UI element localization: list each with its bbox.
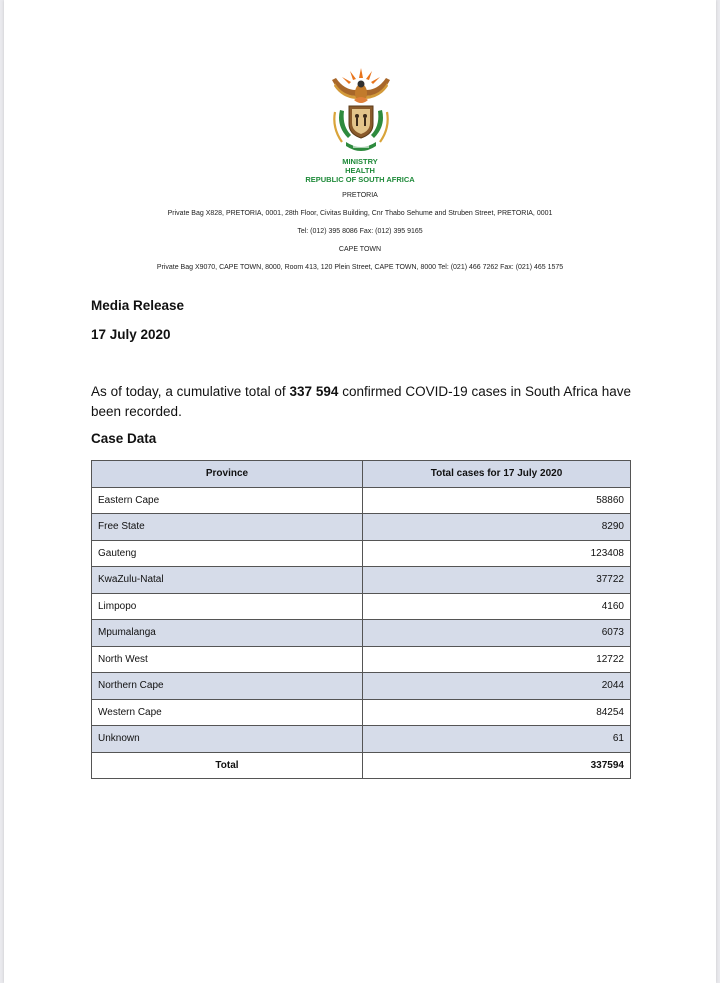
release-date: 17 July 2020 bbox=[91, 327, 171, 342]
province-column-header: Province bbox=[92, 461, 363, 488]
cases-cell: 4160 bbox=[363, 593, 631, 620]
ministry-heading bbox=[4, 157, 716, 184]
document-page bbox=[4, 0, 716, 983]
media-release-heading: Media Release bbox=[91, 298, 185, 313]
table-row bbox=[92, 620, 631, 647]
province-cell: North West bbox=[92, 646, 363, 673]
province-cell: Limpopo bbox=[92, 593, 363, 620]
table-header-row bbox=[92, 461, 631, 488]
cases-cell: 61 bbox=[363, 726, 631, 753]
cases-cell: 8290 bbox=[363, 514, 631, 541]
province-cell: KwaZulu-Natal bbox=[92, 567, 363, 594]
summary-paragraph bbox=[91, 382, 631, 421]
table-row bbox=[92, 646, 631, 673]
province-cell: Northern Cape bbox=[92, 673, 363, 700]
province-cell: Gauteng bbox=[92, 540, 363, 567]
table-row bbox=[92, 699, 631, 726]
summary-text-start: As of today, a cumulative total of bbox=[91, 384, 290, 399]
cases-cell: 58860 bbox=[363, 487, 631, 514]
coat-of-arms-icon bbox=[326, 66, 396, 158]
case-data-table bbox=[91, 460, 631, 779]
cases-cell: 84254 bbox=[363, 699, 631, 726]
table-row bbox=[92, 567, 631, 594]
cases-cell: 12722 bbox=[363, 646, 631, 673]
total-cases-column-header: Total cases for 17 July 2020 bbox=[363, 461, 631, 488]
table-row bbox=[92, 726, 631, 753]
cumulative-total: 337 594 bbox=[289, 384, 339, 399]
table-row bbox=[92, 540, 631, 567]
total-value-cell: 337594 bbox=[363, 752, 631, 779]
cases-cell: 37722 bbox=[363, 567, 631, 594]
province-cell: Mpumalanga bbox=[92, 620, 363, 647]
province-cell: Free State bbox=[92, 514, 363, 541]
province-cell: Unknown bbox=[92, 726, 363, 753]
province-cell: Western Cape bbox=[92, 699, 363, 726]
table-row bbox=[92, 673, 631, 700]
capetown-address: Private Bag X9070, CAPE TOWN, 8000, Room 413, 120 Plein Street, CAPE TOWN, 8000 Tel: (021) 466 7262 Fax: (021) 465 1575 bbox=[156, 264, 564, 271]
cases-cell: 123408 bbox=[363, 540, 631, 567]
ministry-line: MINISTRY bbox=[342, 157, 378, 166]
total-label-cell: Total bbox=[92, 752, 363, 779]
total-row bbox=[92, 752, 631, 779]
table-row bbox=[92, 593, 631, 620]
pretoria-address: Private Bag X828, PRETORIA, 0001, 28th Floor, Civitas Building, Cnr Thabo Sehume and Struben Street, PRETORIA, 0001 bbox=[167, 210, 553, 217]
pretoria-contact: Tel: (012) 395 8086 Fax: (012) 395 9165 bbox=[297, 228, 423, 235]
summary-text-end: confirmed COVID-19 cases in South Africa have been recorded. bbox=[91, 384, 631, 419]
pretoria-label: PRETORIA bbox=[342, 192, 378, 199]
health-line: HEALTH bbox=[345, 166, 375, 175]
province-cell: Eastern Cape bbox=[92, 487, 363, 514]
table-row bbox=[92, 514, 631, 541]
capetown-label: CAPE TOWN bbox=[338, 246, 382, 253]
republic-line: REPUBLIC OF SOUTH AFRICA bbox=[305, 175, 415, 184]
cases-cell: 6073 bbox=[363, 620, 631, 647]
cases-cell: 2044 bbox=[363, 673, 631, 700]
table-row bbox=[92, 487, 631, 514]
case-data-heading: Case Data bbox=[91, 431, 157, 446]
